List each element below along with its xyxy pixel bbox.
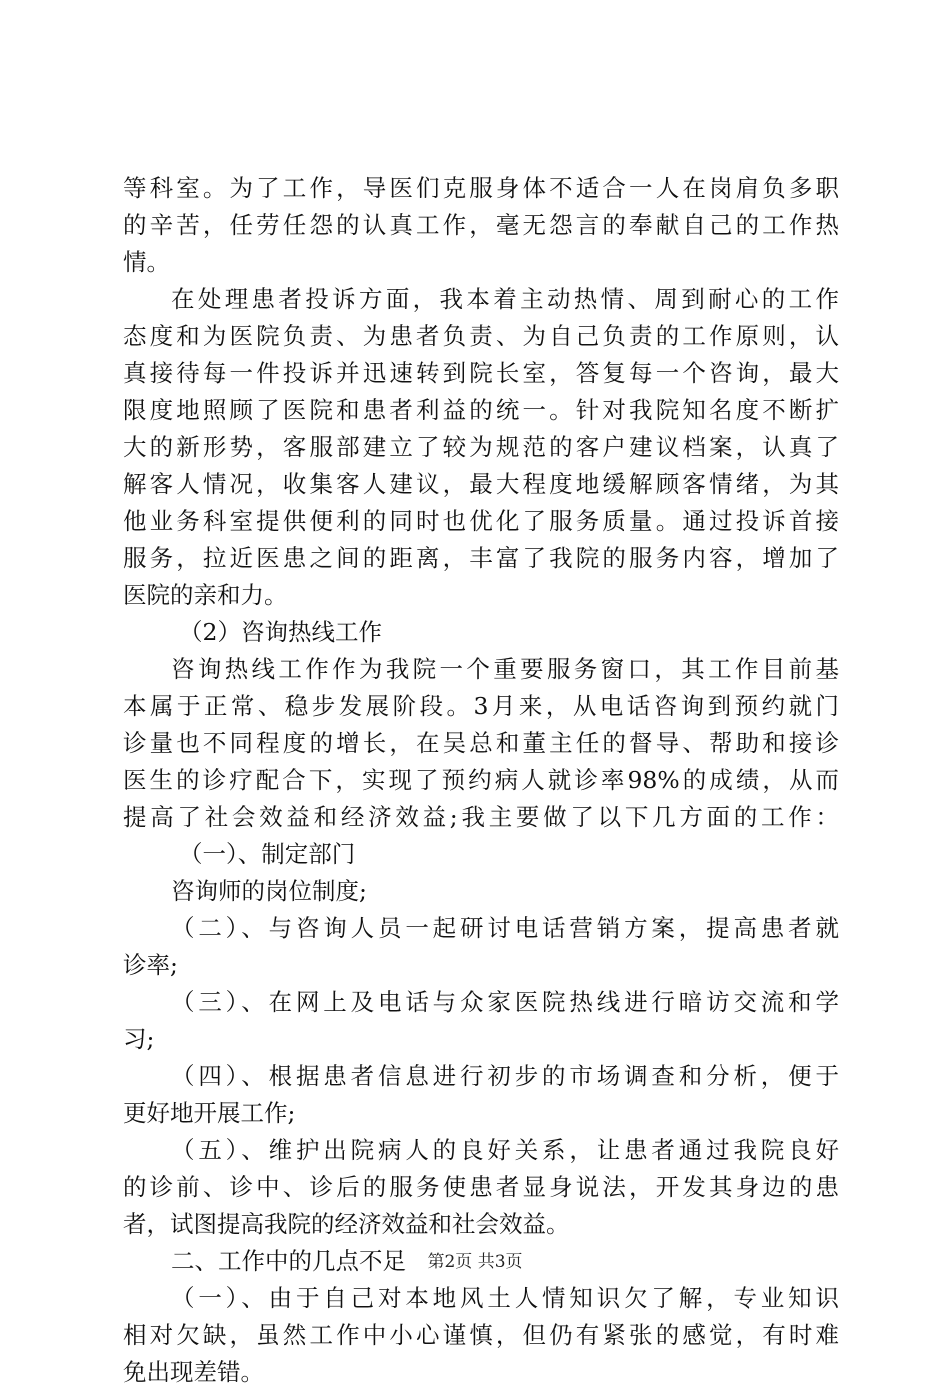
list-item: （五）、维护出院病人的良好关系，让患者通过我院良好	[171, 1136, 839, 1164]
text-line: 咨询师的岗位制度;	[171, 877, 367, 905]
text-line: 解客人情况，收集客人建议，最大程度地缓解顾客情绪，为其	[123, 470, 839, 498]
text-line: 者，试图提高我院的经济效益和社会效益。	[123, 1210, 570, 1238]
section-heading: （2）咨询热线工作	[179, 618, 382, 646]
list-item: （三）、在网上及电话与众家医院热线进行暗访交流和学	[171, 988, 839, 1016]
text-line: 本属于正常、稳步发展阶段。3月来，从电话咨询到预约就门	[123, 692, 839, 720]
text-line: 更好地开展工作;	[123, 1099, 296, 1127]
list-item: （二）、与咨询人员一起研讨电话营销方案，提高患者就	[171, 914, 839, 942]
text-line: 真接待每一件投诉并迅速转到院长室，答复每一个咨询，最大	[123, 359, 839, 387]
text-line: 情。	[123, 248, 170, 276]
text-line: 限度地照顾了医院和患者利益的统一。针对我院知名度不断扩	[123, 396, 839, 424]
section-heading: 二、工作中的几点不足	[171, 1247, 406, 1275]
list-item: （一）、由于自己对本地风土人情知识欠了解，专业知识	[171, 1284, 839, 1312]
list-item: （四）、根据患者信息进行初步的市场调查和分析，便于	[171, 1062, 839, 1090]
text-line: 相对欠缺，虽然工作中小心谨慎，但仍有紧张的感觉，有时难	[123, 1321, 839, 1349]
text-line: 诊率;	[123, 951, 178, 979]
text-line: 习;	[123, 1025, 155, 1053]
text-line: 提高了社会效益和经济效益;我主要做了以下几方面的工作：	[123, 803, 839, 831]
text-line: 的辛苦，任劳任怨的认真工作，毫无怨言的奉献自己的工作热	[123, 211, 839, 239]
page-number: 第2页 共3页	[427, 1252, 523, 1272]
text-line: 的诊前、诊中、诊后的服务使患者显身说法，开发其身边的患	[123, 1173, 839, 1201]
text-line: 医生的诊疗配合下，实现了预约病人就诊率98%的成绩，从而	[123, 766, 839, 794]
text-line: 服务，拉近医患之间的距离，丰富了我院的服务内容，增加了	[123, 544, 839, 572]
text-line: 态度和为医院负责、为患者负责、为自己负责的工作原则，认	[123, 322, 839, 350]
text-line: 医院的亲和力。	[123, 581, 288, 609]
text-line: 大的新形势，客服部建立了较为规范的客户建议档案，认真了	[123, 433, 839, 461]
list-item-heading: （一）、制定部门	[179, 840, 356, 868]
text-line: 等科室。为了工作，导医们克服身体不适合一人在岗肩负多职	[123, 174, 839, 202]
text-line: 免出现差错。	[123, 1358, 264, 1386]
text-line: 他业务科室提供便利的同时也优化了服务质量。通过投诉首接	[123, 507, 839, 535]
text-line: 诊量也不同程度的增长，在吴总和董主任的督导、帮助和接诊	[123, 729, 839, 757]
paragraph-first-line: 咨询热线工作作为我院一个重要服务窗口，其工作目前基	[171, 655, 839, 683]
paragraph-first-line: 在处理患者投诉方面，我本着主动热情、周到耐心的工作	[171, 285, 839, 313]
